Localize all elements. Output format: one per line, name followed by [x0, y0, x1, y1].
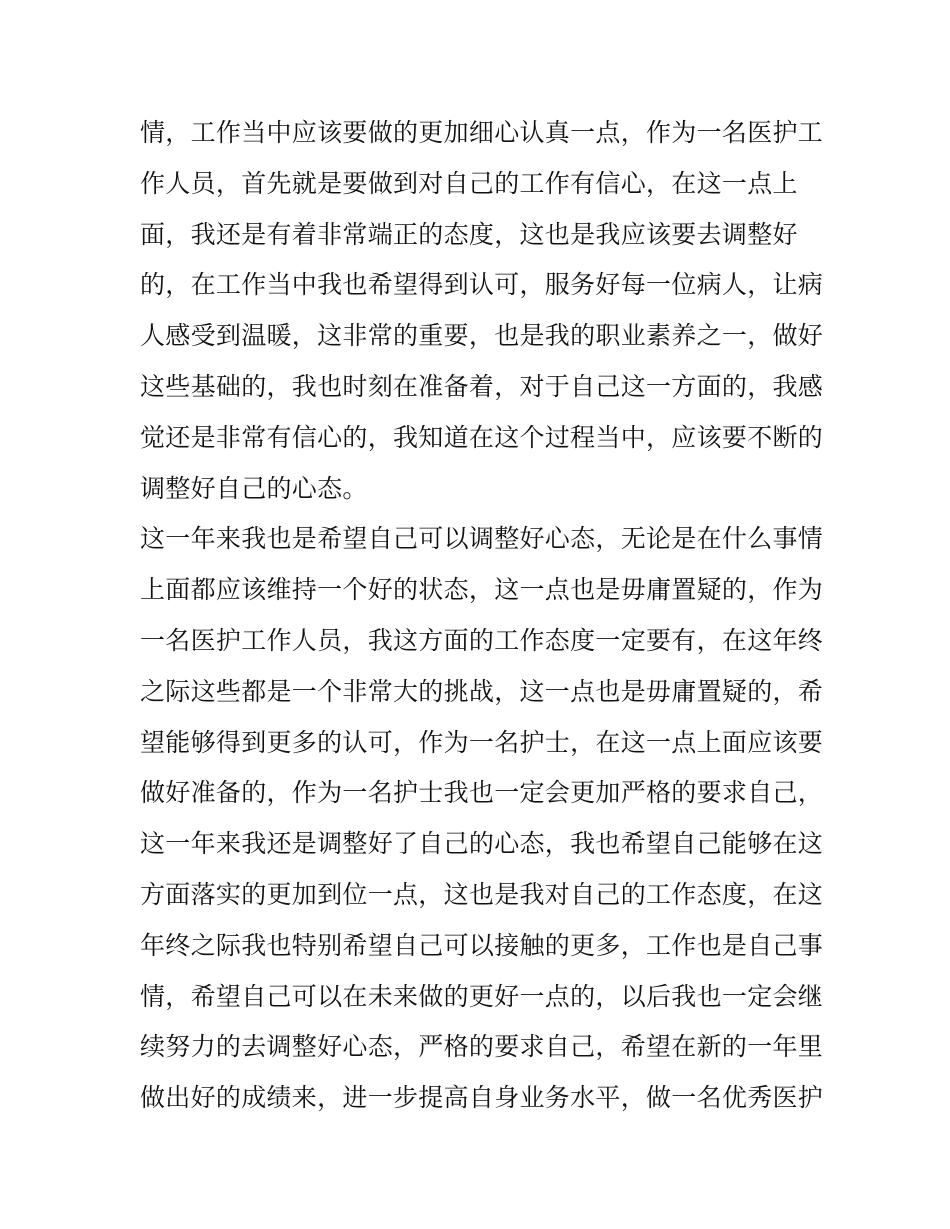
text-line: 做好准备的，作为一名护士我也一定会更加严格的要求自己， — [140, 778, 824, 808]
text-line: 的，在工作当中我也希望得到认可，服务好每一位病人，让病 — [140, 270, 824, 300]
text-line: 作人员，首先就是要做到对自己的工作有信心，在这一点上 — [140, 168, 798, 198]
text-line: 望能够得到更多的认可，作为一名护士，在这一点上面应该要 — [140, 727, 824, 757]
text-line: 年终之际我也特别希望自己可以接触的更多，工作也是自己事 — [140, 930, 824, 960]
text-line: 续努力的去调整好心态，严格的要求自己，希望在新的一年里 — [140, 1032, 824, 1062]
text-line: 情，希望自己可以在未来做的更好一点的，以后我也一定会继 — [140, 981, 824, 1011]
text-line: 一名医护工作人员，我这方面的工作态度一定要有，在这年终 — [140, 625, 824, 655]
text-line: 做出好的成绩来，进一步提高自身业务水平，做一名优秀医护 — [140, 1083, 824, 1113]
text-line: 调整好自己的心态。 — [140, 473, 368, 503]
body-text — [140, 108, 824, 1124]
text-line: 人感受到温暖，这非常的重要，也是我的职业素养之一，做好 — [140, 321, 824, 351]
text-line: 这一年来我还是调整好了自己的心态，我也希望自己能够在这 — [140, 829, 824, 859]
text-line: 这些基础的，我也时刻在准备着，对于自己这一方面的，我感 — [140, 371, 824, 401]
text-line: 上面都应该维持一个好的状态，这一点也是毋庸置疑的，作为 — [140, 575, 824, 605]
text-line: 面，我还是有着非常端正的态度，这也是我应该要去调整好 — [140, 219, 798, 249]
text-line: 之际这些都是一个非常大的挑战，这一点也是毋庸置疑的，希 — [140, 676, 824, 706]
text-line: 觉还是非常有信心的，我知道在这个过程当中，应该要不断的 — [140, 422, 824, 452]
text-line: 这一年来我也是希望自己可以调整好心态，无论是在什么事情 — [140, 524, 824, 554]
text-line: 情，工作当中应该要做的更加细心认真一点，作为一名医护工 — [140, 118, 824, 147]
text-line: 方面落实的更加到位一点，这也是我对自己的工作态度，在这 — [140, 879, 824, 909]
